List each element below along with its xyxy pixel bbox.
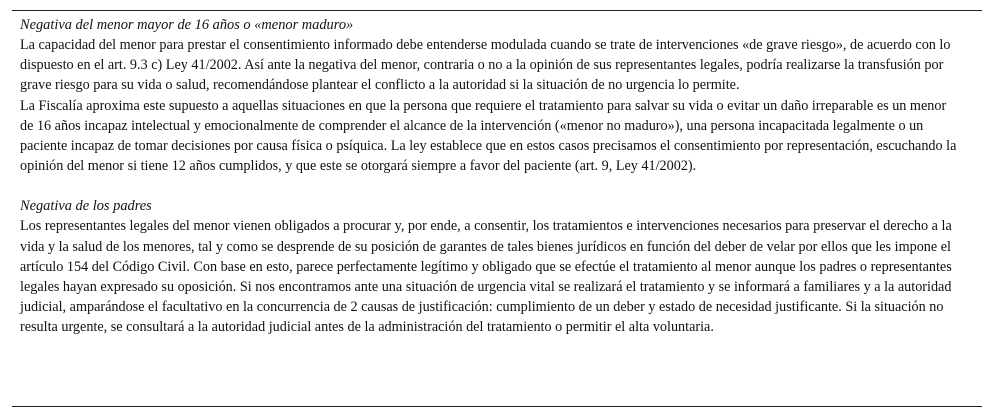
paragraph: La Fiscalía aproxima este supuesto a aquellas situaciones en que la persona que requiere el tratamiento para salvar su vida o evitar un daño irreparable es un menor de 16 años incapaz intelectual y emocionalmente de comprender el alcance de la intervención («menor no maduro»), una persona incapacitada legalmente o un paciente incapaz de tomar decisiones por causa física o psíquica. La ley establece que en estos casos precisamos el consentimiento por representación, escuchando la opinión del menor si tiene 12 años cumplidos, y que este se otorgará siempre a favor del paciente (art. 9, Ley 41/2002).	[20, 97, 957, 175]
section-minor-refusal	[20, 15, 972, 176]
section-spacer	[20, 176, 972, 196]
section-title: Negativa de los padres	[20, 198, 152, 215]
paragraph: La capacidad del menor para prestar el consentimiento informado debe entenderse modulada cuando se trate de intervenciones «de grave riesgo», de acuerdo con lo dispuesto en el art. 9.3 c) Ley 41/2002. Así ante la negativa del menor, contraria o no a la opinión de sus representantes legales, podría realizarse la transfusión por grave riesgo para su vida o salud, recomendándose plantear el conflicto a la autoridad si la situación de no urgencia lo permite.	[20, 37, 951, 94]
section-title: Negativa del menor mayor de 16 años o «menor maduro»	[20, 17, 354, 33]
section-parents-refusal	[20, 196, 972, 337]
document-table-cell	[12, 10, 982, 407]
paragraph: Los representantes legales del menor vienen obligados a procurar y, por ende, a consentir, los tratamientos e intervenciones necesarios para preservar el derecho a la vida y la salud de los menores, tal y como se desprende de su posición de garantes de tales bienes jurídicos en función del deber de velar por ellos que les impone el artículo 154 del Código Civil. Con base en esto, parece perfectamente legítimo y obligado que se efectúe el tratamiento al menor aunque los padres o representantes legales hayan expresado su oposición. Si nos encontramos ante una situación de urgencia vital se realizará el tratamiento y se informará a familiares y a la autoridad judicial, amparándose el facultativo en la concurrencia de 2 causas de justificación: cumplimiento de un deber y estado de necesidad justificante. Si la situación no resulta urgente, se consultará a la autoridad judicial antes de la administración del tratamiento o permitir el alta voluntaria.	[20, 218, 952, 336]
